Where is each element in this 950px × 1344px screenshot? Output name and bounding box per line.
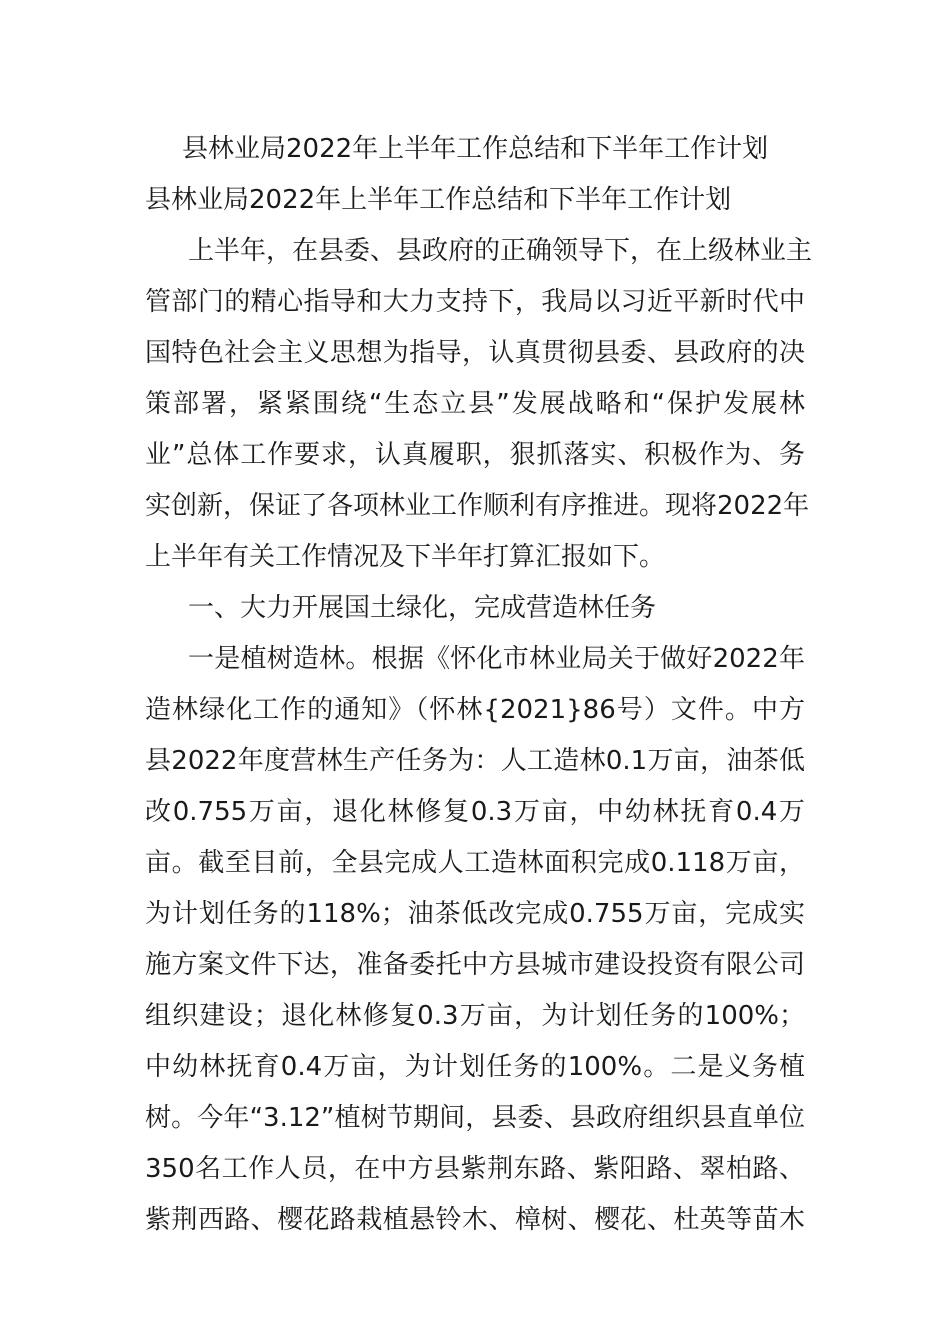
paragraph-line: 中幼林抚育0.4万亩，为计划任务的100%。二是义务植: [145, 1052, 805, 1082]
paragraph-line: 国特色社会主义思想为指导，认真贯彻县委、县政府的决: [145, 338, 805, 368]
document-subtitle: 县林业局2022年上半年工作总结和下半年工作计划: [145, 185, 732, 215]
paragraph-line: 县2022年度营林生产任务为：人工造林0.1万亩，油茶低: [145, 746, 805, 776]
paragraph-line: 管部门的精心指导和大力支持下，我局以习近平新时代中: [145, 287, 805, 317]
paragraph-line: 上半年，在县委、县政府的正确领导下，在上级林业主: [188, 236, 813, 266]
paragraph-line: 亩。截至目前，全县完成人工造林面积完成0.118万亩，: [145, 848, 805, 878]
paragraph-line: 业”总体工作要求，认真履职，狠抓落实、积极作为、务: [145, 440, 805, 470]
document-title: 县林业局2022年上半年工作总结和下半年工作计划: [182, 134, 769, 164]
paragraph-line: 一是植树造林。根据《怀化市林业局关于做好2022年: [188, 644, 805, 674]
paragraph-line: 施方案文件下达，准备委托中方县城市建设投资有限公司: [145, 950, 805, 980]
paragraph-line: 为计划任务的118%；油茶低改完成0.755万亩，完成实: [145, 899, 805, 929]
paragraph-line: 策部署，紧紧围绕“生态立县”发展战略和“保护发展林: [145, 389, 805, 419]
paragraph-line: 树。今年“3.12”植树节期间，县委、县政府组织县直单位: [145, 1103, 805, 1133]
paragraph-line: 紫荆西路、樱花路栽植悬铃木、樟树、樱花、杜英等苗木: [145, 1205, 805, 1235]
paragraph-line: 实创新，保证了各项林业工作顺利有序推进。现将2022年: [145, 491, 810, 521]
paragraph-line: 350名工作人员，在中方县紫荆东路、紫阳路、翠柏路、: [145, 1154, 805, 1184]
paragraph-line: 改0.755万亩，退化林修复0.3万亩，中幼林抚育0.4万: [145, 797, 805, 827]
paragraph-line: 上半年有关工作情况及下半年打算汇报如下。: [145, 542, 666, 572]
paragraph-line: 造林绿化工作的通知》（怀林{2021}86号）文件。中方: [145, 695, 805, 725]
section-heading: 一、大力开展国土绿化，完成营造林任务: [188, 593, 657, 623]
paragraph-line: 组织建设；退化林修复0.3万亩，为计划任务的100%；: [145, 1001, 805, 1031]
